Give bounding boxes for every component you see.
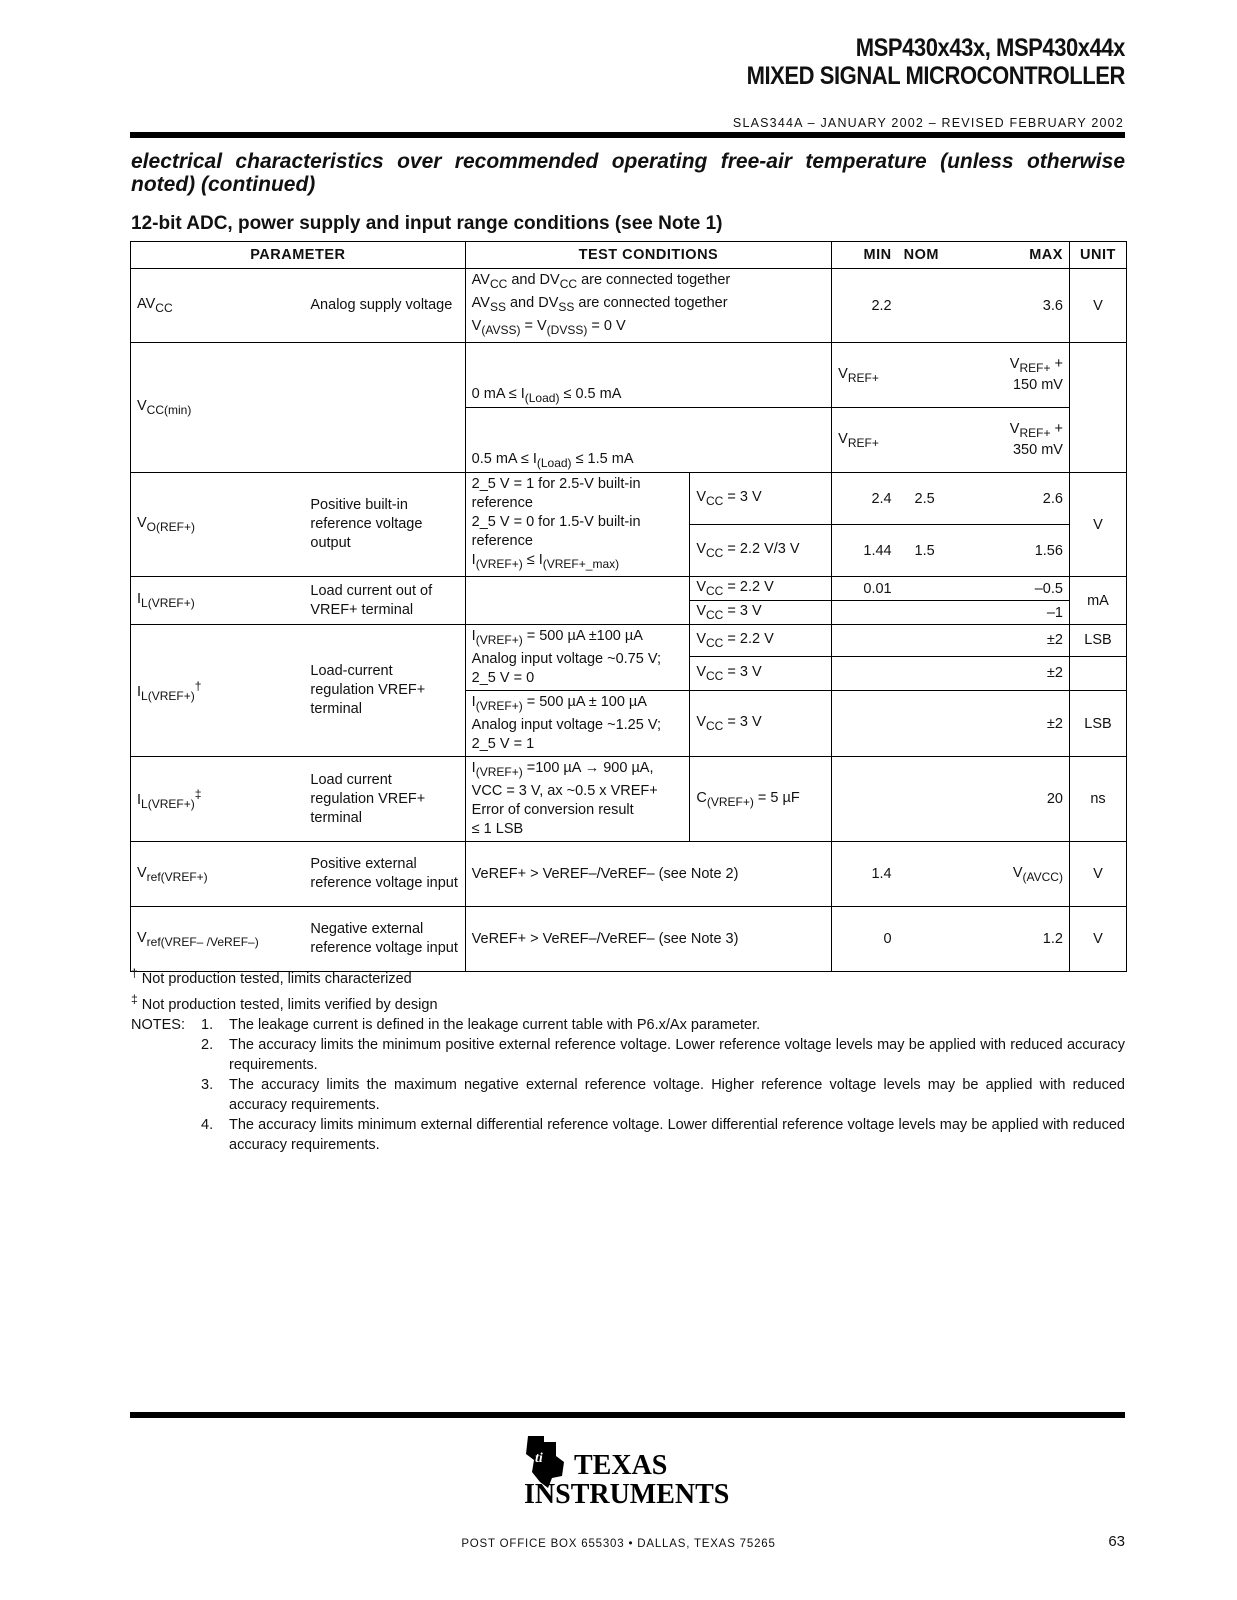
footnote-double-dagger: ‡ Not production tested, limits verified by design <box>131 991 438 1013</box>
value-max: $V_{REF+}$ + 350 mV <box>952 408 1070 473</box>
header-title-line1: MSP430x43x, MSP430x44x <box>855 34 1125 62</box>
table-row-il2 <box>131 625 1127 657</box>
note-2: 2. The accuracy limits the minimum positive external reference voltage. Lower reference voltage levels may be applied with reduced accuracy requirements. <box>201 1036 1125 1073</box>
value-nom: 2.5 <box>898 473 952 525</box>
value-min: $V_{REF+}$ <box>832 343 898 408</box>
test-condition: $I_{(VREF+)} = 500$ µA ± 100 µA Analog input voltage ~1.25 V; 2_5 V = 1 <box>465 691 690 757</box>
test-condition-sub: $V_{CC} = 2.2$ V <box>690 577 832 601</box>
test-condition: $AV_{CC}$ and $DV_{CC}$ are connected together $AV_{SS}$ and $DV_{SS}$ are connected together $V_{(AVSS)} = V_{(DVSS)} = 0$ V <box>465 269 831 343</box>
value-max: ±2 <box>952 691 1070 757</box>
texas-instruments-logo <box>522 1432 732 1508</box>
value-min <box>832 757 898 842</box>
footnote-dagger: † Not production tested, limits characterized <box>131 966 412 987</box>
top-rule <box>130 132 1125 138</box>
page-number: 63 <box>1108 1533 1125 1550</box>
value-min: $V_{REF+}$ <box>832 408 898 473</box>
table-title: 12-bit ADC, power supply and input range conditions (see Note 1) <box>131 213 723 234</box>
footer-address: POST OFFICE BOX 655303 • DALLAS, TEXAS 75265 <box>461 1538 776 1550</box>
param-symbol: $V_{ref(VREF- /VeREF-)}$ <box>131 907 305 972</box>
footnotes <box>131 963 1125 1155</box>
col-header-max: MAX <box>952 242 1070 269</box>
test-condition: 2_5 V = 1 for 2.5-V built-in reference 2_5 V = 0 for 1.5-V built-in reference $I_{(VREF+)} \le I_{(VREF+\_max)}$ <box>465 473 690 577</box>
test-condition-sub: $V_{CC} = 2.2$ V <box>690 625 832 657</box>
value-min: 2.4 <box>832 473 898 525</box>
param-symbol: $V_{O(REF+)}$ <box>131 473 305 577</box>
param-description: Positive external reference voltage input <box>304 842 465 907</box>
note-3: 3. The accuracy limits the maximum negative external reference voltage. Higher reference voltage levels may be applied with reduced accuracy requirements. <box>201 1076 1125 1113</box>
value-max: 3.6 <box>952 269 1070 343</box>
value-min: 0.01 <box>832 577 898 601</box>
test-condition-sub: $V_{CC} = 3$ V <box>690 656 832 690</box>
test-condition-sub: $V_{CC} = 2.2$ V/3 V <box>690 525 832 577</box>
value-nom <box>898 842 952 907</box>
bottom-rule <box>130 1412 1125 1418</box>
table-row-vccmin <box>131 343 1127 408</box>
value-min <box>832 625 898 657</box>
value-unit: V <box>1069 269 1126 343</box>
value-min: 0 <box>832 907 898 972</box>
logo-texas: TEXAS <box>574 1450 668 1481</box>
value-unit: V <box>1069 842 1126 907</box>
col-header-nom: NOM <box>898 242 952 269</box>
param-description: Negative external reference voltage input <box>304 907 465 972</box>
col-header-test-conditions: TEST CONDITIONS <box>465 242 831 269</box>
value-max: –1 <box>952 601 1070 625</box>
test-condition: VeREF+ > VeREF–/VeREF– (see Note 2) <box>465 842 831 907</box>
test-condition: VeREF+ > VeREF–/VeREF– (see Note 3) <box>465 907 831 972</box>
value-min: 1.4 <box>832 842 898 907</box>
test-condition: $I_{(VREF+)} =100$ µA → 900 µA, VCC = 3 V, ax ~0.5 x VREF+ Error of conversion result ≤ 1 LSB <box>465 757 690 842</box>
value-unit: LSB <box>1069 691 1126 757</box>
value-min: 1.44 <box>832 525 898 577</box>
logo-instruments: INSTRUMENTS <box>524 1479 730 1508</box>
param-description: Analog supply voltage <box>304 269 465 343</box>
value-max: 1.56 <box>952 525 1070 577</box>
table-row-vref-neg <box>131 907 1127 972</box>
value-unit: V <box>1069 473 1126 577</box>
param-description: Positive built-in reference voltage output <box>304 473 465 577</box>
param-symbol: $AV_{CC}$ <box>131 269 305 343</box>
test-condition: 0 mA ≤ $I_{(Load)} \le 0.5$ mA <box>465 343 831 408</box>
param-symbol: $V_{CC(min)}$ <box>131 343 305 473</box>
param-description: Load-current regulation VREF+ terminal <box>304 625 465 757</box>
param-description: Load current out of VREF+ terminal <box>304 577 465 625</box>
value-max: ±2 <box>952 656 1070 690</box>
test-condition: 0.5 mA ≤ $I_{(Load)} \le 1.5$ mA <box>465 408 831 473</box>
param-description <box>304 343 465 473</box>
test-condition-sub: $V_{CC} = 3$ V <box>690 601 832 625</box>
col-header-parameter: PARAMETER <box>131 242 466 269</box>
param-symbol: $I_{L(VREF+)}^\dagger$ <box>131 625 305 757</box>
value-nom <box>898 691 952 757</box>
note-1: NOTES: 1. The leakage current is defined in the leakage current table with P6.x/Ax parameter. <box>131 1016 761 1033</box>
value-max: –0.5 <box>952 577 1070 601</box>
value-min <box>832 601 898 625</box>
value-unit: LSB <box>1069 625 1126 657</box>
table-row-vref-pos <box>131 842 1127 907</box>
value-nom <box>898 408 952 473</box>
value-unit: mA <box>1069 577 1126 625</box>
value-max: 1.2 <box>952 907 1070 972</box>
document-header-title <box>747 34 1125 90</box>
value-max: ±2 <box>952 625 1070 657</box>
document-id: SLAS344A – JANUARY 2002 – REVISED FEBRUARY 2002 <box>732 116 1124 130</box>
param-symbol: $I_{L(VREF+)}^\ddagger$ <box>131 757 305 842</box>
spec-table <box>130 241 1127 972</box>
value-nom <box>898 577 952 601</box>
test-condition-sub: $V_{CC} = 3$ V <box>690 691 832 757</box>
section-title: electrical characteristics over recommended operating free-air temperature (unless otherwise noted) (continued) <box>131 150 1125 196</box>
value-nom <box>898 343 952 408</box>
value-nom <box>898 625 952 657</box>
value-max: $V_{(AVCC)}$ <box>952 842 1070 907</box>
value-nom <box>898 269 952 343</box>
value-max: 2.6 <box>952 473 1070 525</box>
value-nom <box>898 907 952 972</box>
value-unit: V <box>1069 907 1126 972</box>
table-row-il1 <box>131 577 1127 601</box>
svg-text:ti: ti <box>535 1451 543 1466</box>
test-condition-sub: $C_{(VREF+)} = 5$ µF <box>690 757 832 842</box>
col-header-min: MIN <box>832 242 898 269</box>
notes-label: NOTES: <box>131 1016 185 1033</box>
param-symbol: $I_{L(VREF+)}$ <box>131 577 305 625</box>
table-row-avcc <box>131 269 1127 343</box>
table-row-il3 <box>131 757 1127 842</box>
value-unit <box>1069 343 1126 473</box>
value-min <box>832 656 898 690</box>
value-nom <box>898 601 952 625</box>
param-description: Load current regulation VREF+ terminal <box>304 757 465 842</box>
test-condition <box>465 577 690 625</box>
table-row-voref <box>131 473 1127 525</box>
header-title-line2: MIXED SIGNAL MICROCONTROLLER <box>746 62 1125 90</box>
test-condition: $I_{(VREF+)} = 500$ µA ±100 µA Analog input voltage ~0.75 V; 2_5 V = 0 <box>465 625 690 691</box>
value-max: 20 <box>952 757 1070 842</box>
table-header-row <box>131 242 1127 269</box>
value-min <box>832 691 898 757</box>
value-min: 2.2 <box>832 269 898 343</box>
value-unit <box>1069 656 1126 690</box>
value-nom <box>898 656 952 690</box>
param-symbol: $V_{ref(VREF+)}$ <box>131 842 305 907</box>
value-unit: ns <box>1069 757 1126 842</box>
value-max: $V_{REF+}$ + 150 mV <box>952 343 1070 408</box>
note-4: 4. The accuracy limits minimum external differential reference voltage. Lower differential reference voltage levels may be applied with reduced accuracy requirements. <box>201 1116 1125 1153</box>
value-nom: 1.5 <box>898 525 952 577</box>
col-header-unit: UNIT <box>1069 242 1126 269</box>
value-nom <box>898 757 952 842</box>
test-condition-sub: $V_{CC} = 3$ V <box>690 473 832 525</box>
